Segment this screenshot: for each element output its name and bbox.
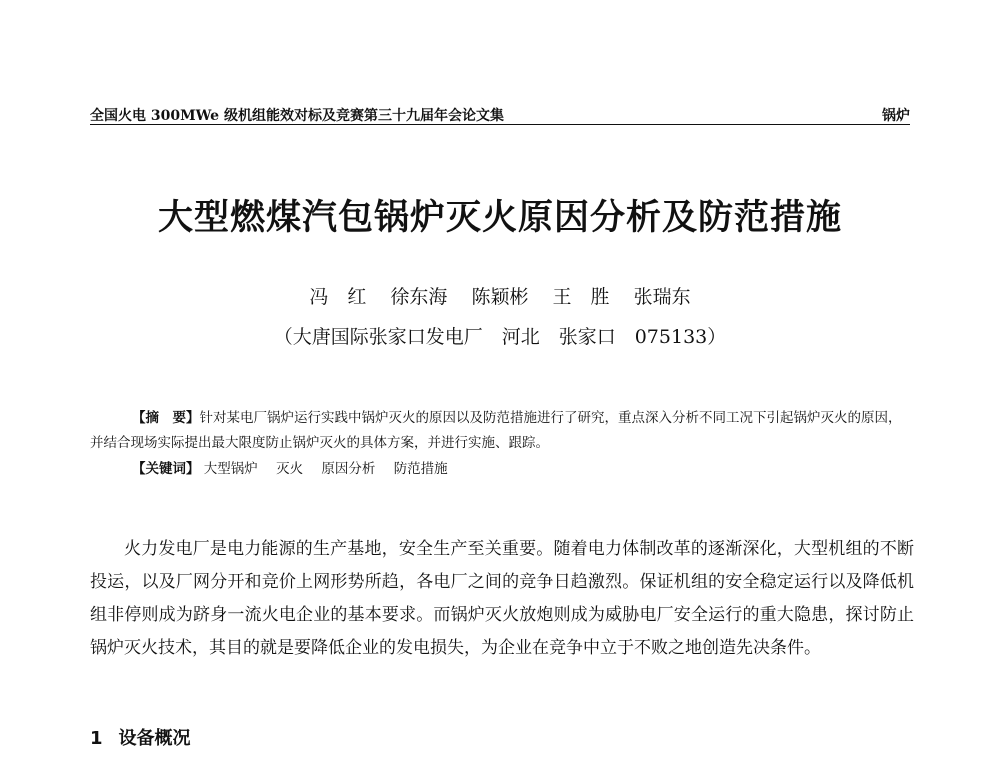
keyword: 原因分析 <box>321 461 376 477</box>
author-name: 冯 红 <box>309 286 367 308</box>
abstract-label: 【摘 要】 <box>132 410 200 426</box>
keyword: 防范措施 <box>393 461 448 477</box>
paper-title: 大型燃煤汽包锅炉灭火原因分析及防范措施 <box>157 198 842 238</box>
intro-paragraph: 火力发电厂是电力能源的生产基地，安全生产至关重要。随着电力体制改革的逐渐深化，大型机组的不断投运，以及厂网分开和竞价上网形势所趋，各电厂之间的竞争日趋激烈。保证机组的安全稳定运行以及降低机组非停则成为跻身一流火电企业的基本要求。而锅炉灭火放炮则成为威胁电厂安全运行的重大隐患，探讨防止锅炉灭火技术，其目的就是要降低企业的发电损失，为企业在竞争中立于不败之地创造先决条件。 <box>90 539 914 658</box>
running-header <box>90 103 910 125</box>
keyword: 大型锅炉 <box>203 461 258 477</box>
keywords <box>132 457 462 482</box>
author-name: 陈颖彬 <box>471 286 529 308</box>
section-heading <box>90 724 191 750</box>
header-section-label: 锅炉 <box>882 108 910 124</box>
author-name: 王 胜 <box>552 286 610 308</box>
section-title: 设备概况 <box>118 728 191 749</box>
author-list <box>0 282 1000 309</box>
affiliation: （大唐国际张家口发电厂 河北 张家口 075133） <box>273 326 727 348</box>
section-number: 1 <box>90 728 103 749</box>
author-name: 徐东海 <box>390 286 448 308</box>
header-rule <box>90 124 910 125</box>
abstract-text: 针对某电厂锅炉运行实践中锅炉灭火的原因以及防范措施进行了研究，重点深入分析不同工况下引起锅炉灭火的原因，并结合现场实际提出最大限度防止锅炉灭火的具体方案，并进行实施、跟踪。 <box>90 410 902 451</box>
author-name: 张瑞东 <box>633 286 691 308</box>
keyword: 灭火 <box>276 461 304 477</box>
abstract <box>90 406 912 456</box>
keywords-label: 【关键词】 <box>132 461 200 477</box>
header-proceedings-title: 全国火电 300MWe 级机组能效对标及竞赛第三十九届年会论文集 <box>90 108 504 124</box>
